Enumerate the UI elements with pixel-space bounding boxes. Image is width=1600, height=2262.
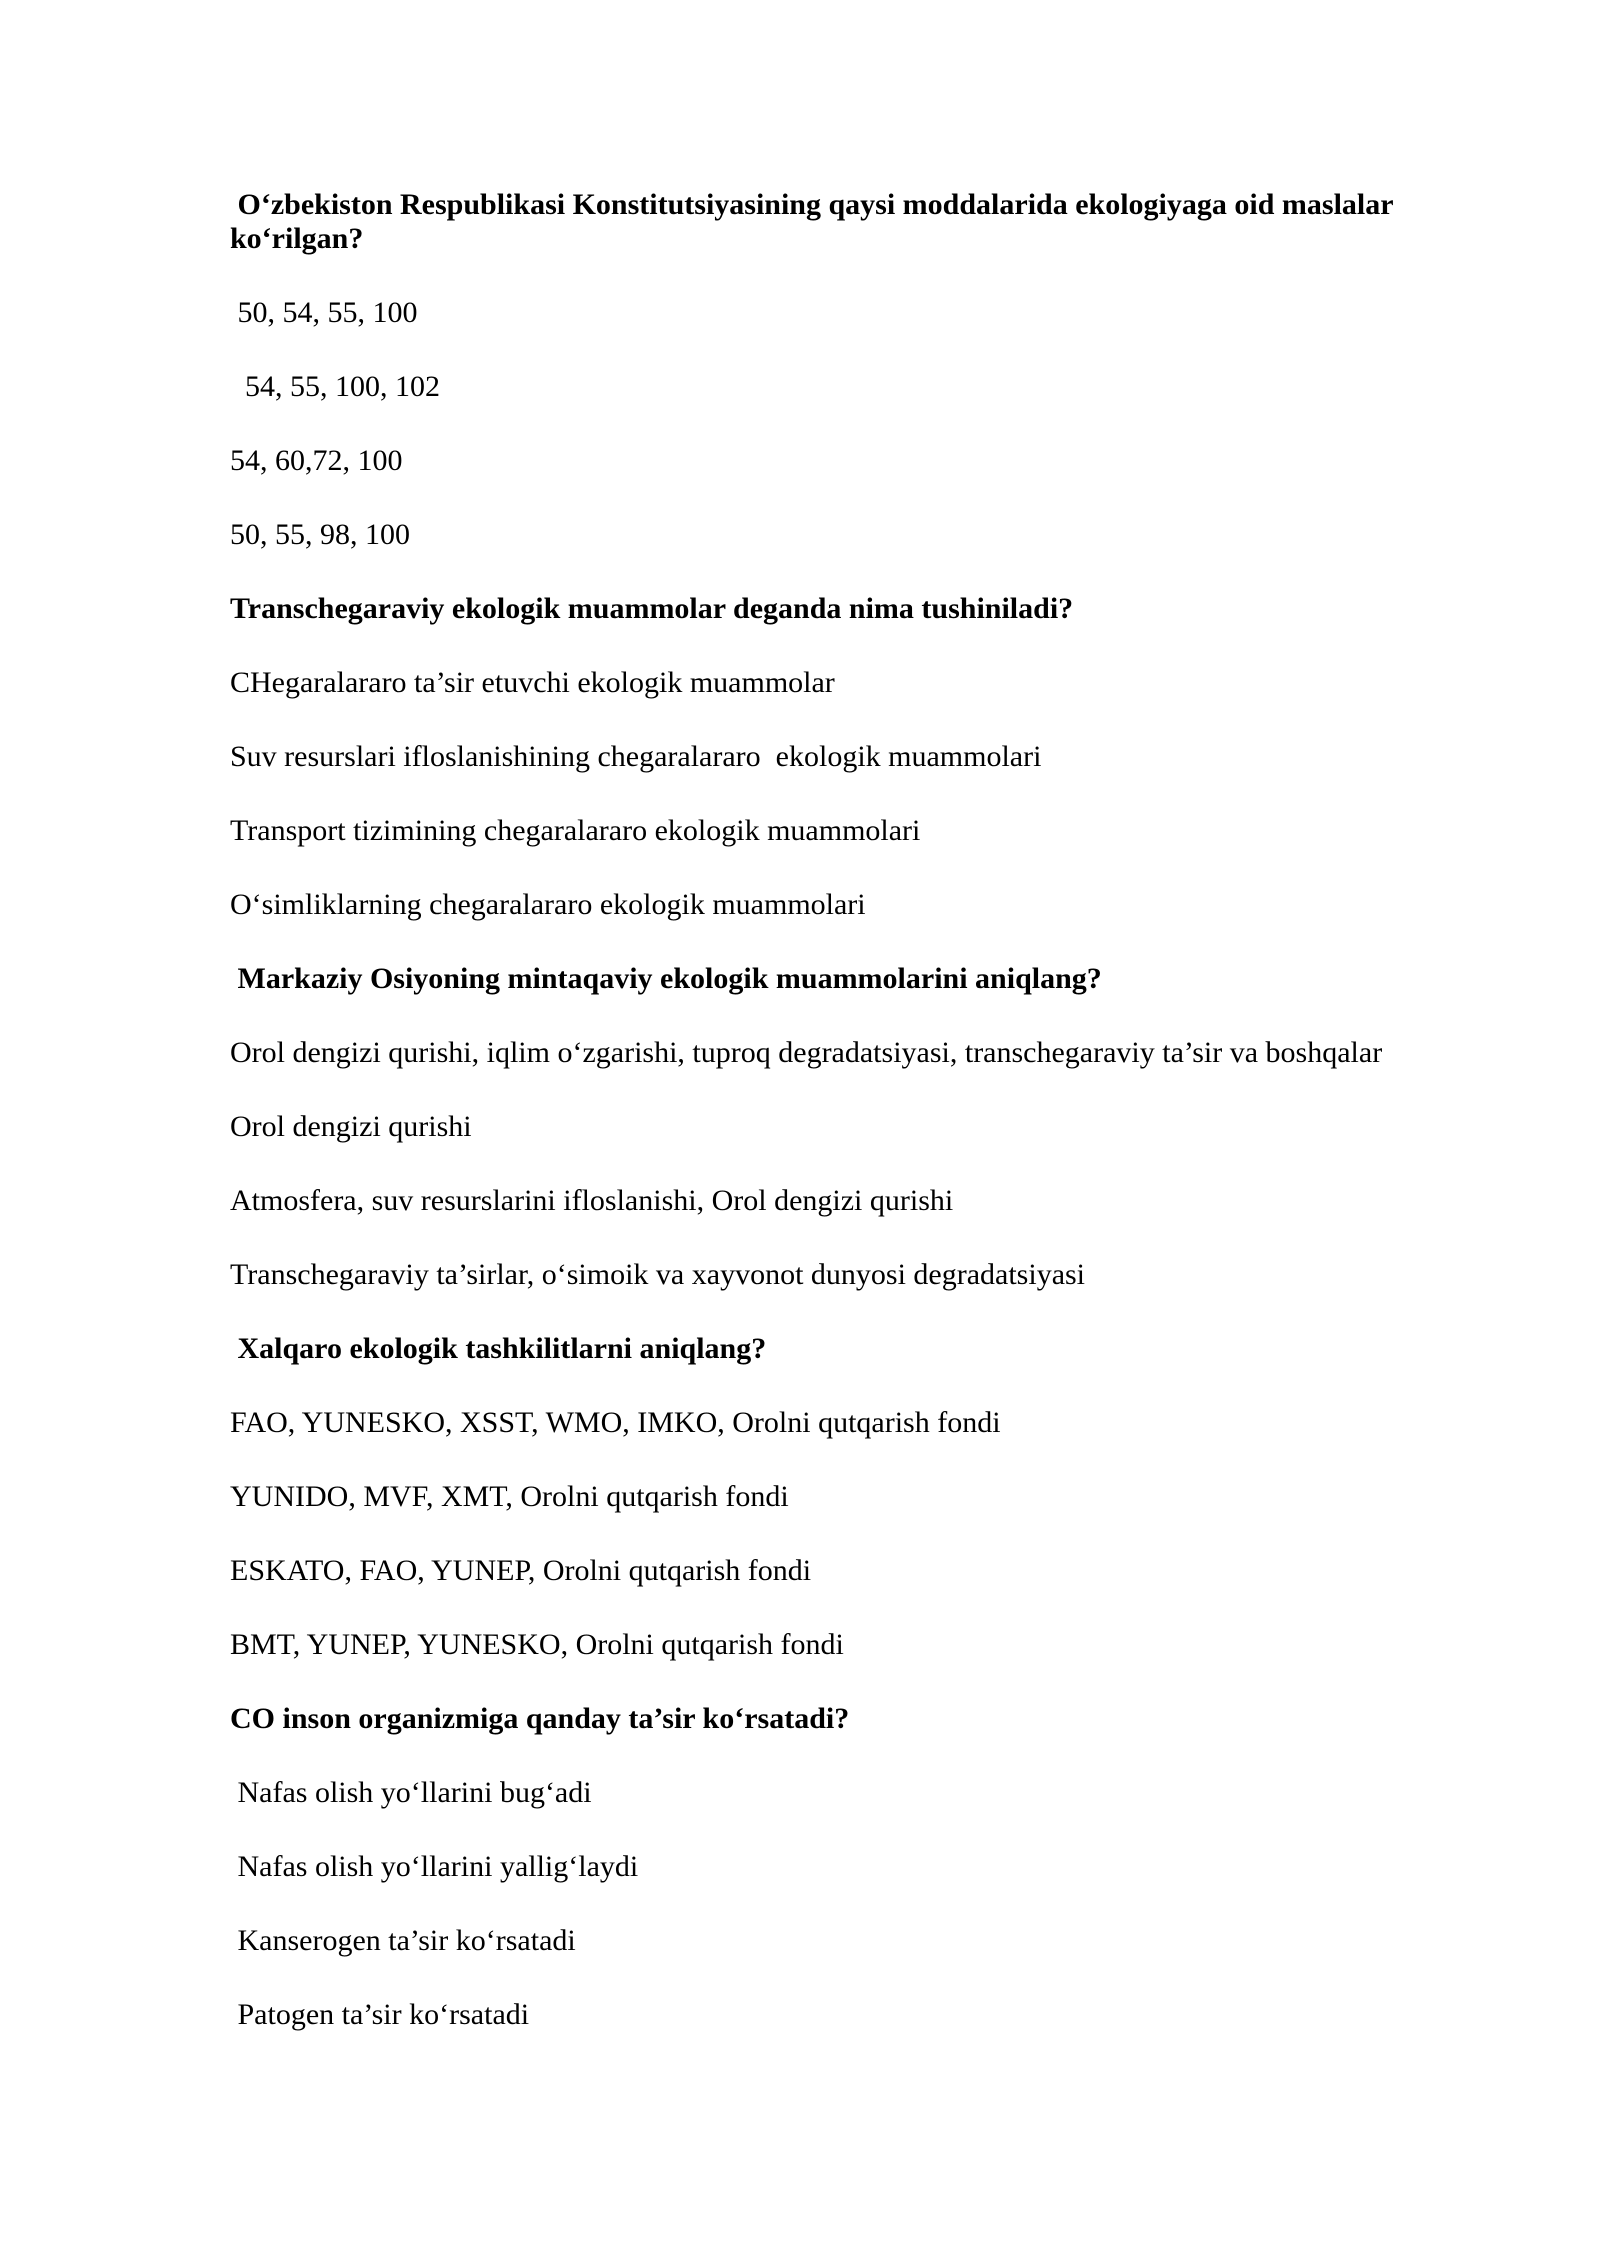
answer-option: Orol dengizi qurishi, iqlim o‘zgarishi, tuproq degradatsiyasi, transchegaraviy ta’sir va boshqalar	[230, 1036, 1383, 1069]
answer-option: 54, 55, 100, 102	[230, 370, 440, 403]
answer-option: 54, 60,72, 100	[230, 444, 403, 477]
question-4: Xalqaro ekologik tashkilitlarni aniqlang?	[230, 1332, 767, 1365]
answer-option: 50, 55, 98, 100	[230, 518, 410, 551]
answer-option: BMT, YUNEP, YUNESKO, Orolni qutqarish fondi	[230, 1628, 844, 1661]
question-1: O‘zbekiston Respublikasi Konstitutsiyasining qaysi moddalarida ekologiyaga oid maslalar ko‘rilgan?	[230, 188, 1401, 255]
answer-option: 50, 54, 55, 100	[230, 296, 418, 329]
answer-option: ESKATO, FAO, YUNEP, Orolni qutqarish fondi	[230, 1554, 812, 1587]
answer-option: Patogen ta’sir ko‘rsatadi	[230, 1998, 530, 2031]
answer-option: YUNIDO, MVF, XMT, Orolni qutqarish fondi	[230, 1480, 789, 1513]
answer-option: Kanserogen ta’sir ko‘rsatadi	[230, 1924, 576, 1957]
answer-option: Nafas olish yo‘llarini bug‘adi	[230, 1776, 592, 1809]
answer-option: CHegaralararo ta’sir etuvchi ekologik muammolar	[230, 666, 835, 699]
answer-option: Atmosfera, suv resurslarini ifloslanishi, Orol dengizi qurishi	[230, 1184, 954, 1217]
answer-option: Nafas olish yo‘llarini yallig‘laydi	[230, 1850, 639, 1883]
answer-option: FAO, YUNESKO, XSST, WMO, IMKO, Orolni qutqarish fondi	[230, 1406, 1001, 1439]
question-5: CO inson organizmiga qanday ta’sir ko‘rsatadi?	[230, 1702, 850, 1735]
answer-option: Transchegaraviy ta’sirlar, o‘simoik va xayvonot dunyosi degradatsiyasi	[230, 1258, 1086, 1291]
question-2: Transchegaraviy ekologik muammolar deganda nima tushiniladi?	[230, 592, 1074, 625]
document-content	[230, 188, 1530, 2072]
answer-option: Transport tizimining chegaralararo ekologik muammolari	[230, 814, 921, 847]
question-3: Markaziy Osiyoning mintaqaviy ekologik muammolarini aniqlang?	[230, 962, 1102, 995]
answer-option: Orol dengizi qurishi	[230, 1110, 472, 1143]
answer-option: O‘simliklarning chegaralararo ekologik muammolari	[230, 888, 866, 921]
answer-option: Suv resurslari ifloslanishining chegaralararo ekologik muammolari	[230, 740, 1042, 773]
